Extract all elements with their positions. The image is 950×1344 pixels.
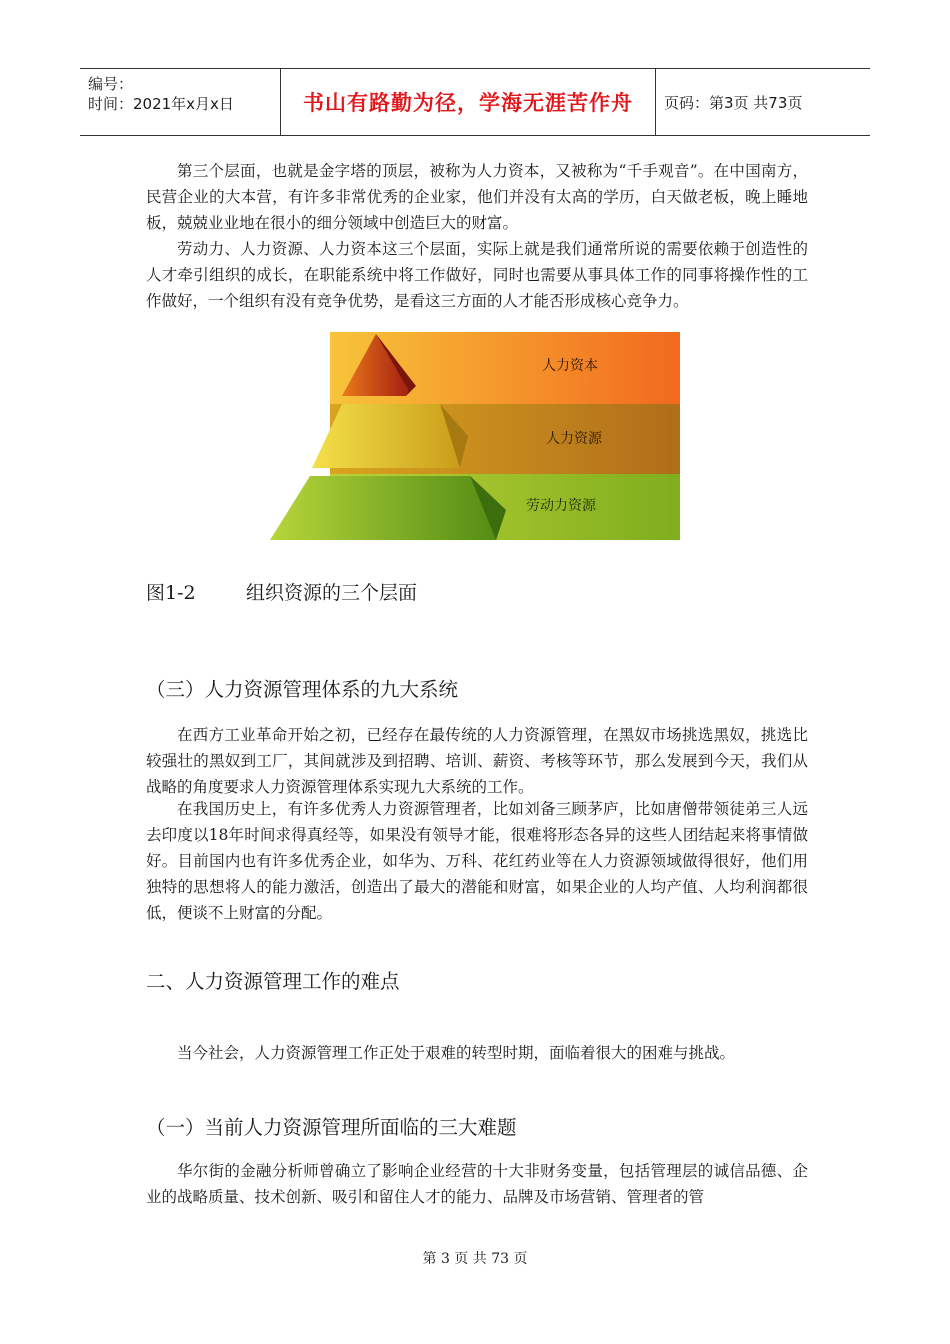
figure-caption-number: 图1-2 xyxy=(146,582,196,604)
figure-caption-text: 组织资源的三个层面 xyxy=(246,582,418,604)
pyramid-figure xyxy=(270,330,682,542)
label-human-capital: 人力资本 xyxy=(542,358,598,374)
document-header xyxy=(80,68,870,136)
paragraph-chinese-history: 在我国历史上，有许多优秀人力资源管理者，比如刘备三顾茅庐，比如唐僧带领徒弟三人远去印度以18年时间求得真经等，如果没有领导才能，很难将形态各异的这些人团结起来将事情做好。目前国内也有许多优秀企业，如华为、万科、花红药业等在人力资源领域做得很好，他们用独特的思想将人的能力激活，创造出了最大的潜能和财富，如果企业的人均产值、人均利润都很低，便谈不上财富的分配。 xyxy=(146,800,808,922)
header-meta xyxy=(80,69,281,135)
header-motto: 书山有路勤为径，学海无涯苦作舟 xyxy=(281,69,656,135)
heading-difficulties: 二、人力资源管理工作的难点 xyxy=(146,970,400,993)
paragraph-capital-layer: 第三个层面，也就是金字塔的顶层，被称为人力资本，又被称为“千手观音”。在中国南方，民营企业的大本营，有许多非常优秀的企业家，他们并没有太高的学历，白天做老板，晚上睡地板，兢兢业业地在很小的细分领域中创造巨大的财富。 xyxy=(146,162,808,232)
paragraph-current-society: 当今社会，人力资源管理工作正处于艰难的转型时期，面临着很大的困难与挑战。 xyxy=(177,1044,736,1062)
pyramid-svg xyxy=(270,330,682,542)
label-human-resources: 人力资源 xyxy=(546,431,602,447)
figure-caption xyxy=(146,578,417,605)
paragraph-wall-street: 华尔街的金融分析师曾确立了影响企业经营的十大非财务变量，包括管理层的诚信品德、企业的战略质量、技术创新、吸引和留住人才的能力、品牌及市场营销、管理者的管 xyxy=(146,1162,808,1206)
header-page-label: 页码：第3页 共73页 xyxy=(664,93,803,112)
paragraph-three-layers: 劳动力、人力资源、人力资本这三个层面，实际上就是我们通常所说的需要依赖于创造性的人才牵引组织的成长，在职能系统中将工作做好，同时也需要从事具体工作的同事将操作性的工作做好，一个组织有没有竞争优势，是看这三方面的人才能否形成核心竞争力。 xyxy=(146,240,808,310)
heading-three-problems: （一）当前人力资源管理所面临的三大难题 xyxy=(146,1116,517,1139)
document-number-label: 编号： xyxy=(88,75,134,93)
label-labor-resources: 劳动力资源 xyxy=(526,498,596,514)
document-time-label: 时间：2021年x月x日 xyxy=(88,95,234,113)
pyramid-bottom-tier xyxy=(270,476,506,540)
page-footer: 第 3 页 共 73 页 xyxy=(422,1251,528,1267)
paragraph-western-history: 在西方工业革命开始之初，已经存在最传统的人力资源管理，在黑奴市场挑选黑奴，挑选比较强壮的黑奴到工厂，其间就涉及到招聘、培训、薪资、考核等环节，那么发展到今天，我们从战略的角度要求人力资源管理体系实现九大系统的工作。 xyxy=(146,726,808,796)
heading-nine-systems: （三）人力资源管理体系的九大系统 xyxy=(146,678,459,701)
